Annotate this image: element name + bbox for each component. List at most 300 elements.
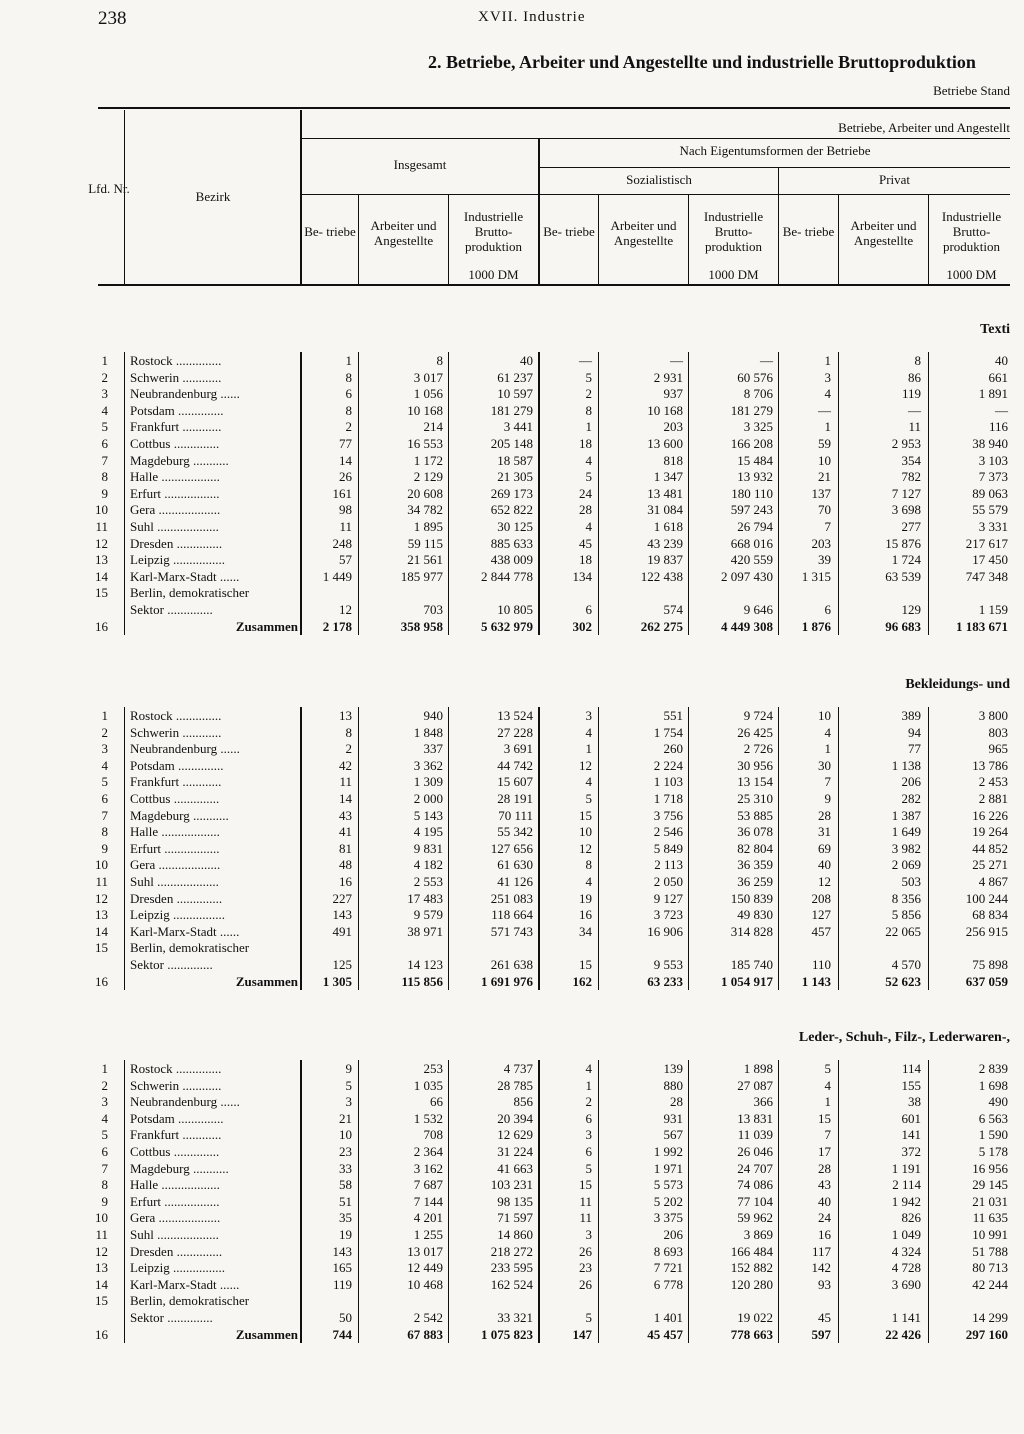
value-cell: 1 754 [653, 724, 683, 740]
value-cell: 24 [818, 1210, 831, 1226]
value-cell: 2 953 [891, 436, 921, 451]
value-cell: 45 [818, 1310, 831, 1325]
value-cell: 1 [824, 353, 831, 368]
value-cell: 3 690 [891, 1276, 921, 1292]
row-number: 5 [101, 419, 108, 435]
value-cell: 1 172 [413, 452, 443, 468]
value-cell: 4 [585, 452, 592, 468]
bezirk-cell: Suhl ................... [130, 874, 219, 889]
value-cell: 4 [585, 724, 592, 740]
value-cell: 16 [339, 874, 352, 889]
value-cell: 9 127 [653, 890, 683, 906]
value-cell: 4 [585, 774, 592, 790]
value-cell: 1 718 [653, 791, 683, 806]
value-cell: 71 597 [497, 1210, 533, 1226]
value-cell: 43 239 [647, 535, 683, 551]
value-cell: 28 191 [497, 791, 533, 806]
section-title: Leder-, Schuh-, Filz-, Lederwaren-, [798, 1030, 1010, 1045]
value-cell: 4 [585, 1061, 592, 1076]
value-cell: 2 726 [743, 741, 773, 757]
value-cell: 41 [339, 824, 352, 840]
value-cell: 4 195 [413, 824, 443, 840]
bezirk-cell: Neubrandenburg ...... [130, 386, 240, 402]
value-cell [929, 585, 1008, 601]
value-cell: 100 244 [965, 890, 1008, 906]
value-cell: 10 [339, 1127, 352, 1143]
value-cell: 597 243 [730, 502, 773, 518]
value-cell: 68 834 [972, 907, 1008, 923]
value-cell: 262 275 [640, 618, 683, 634]
value-cell: 7 [824, 774, 831, 790]
value-cell: 6 [585, 1144, 592, 1159]
value-cell: 233 595 [490, 1260, 533, 1276]
value-cell: 16 [818, 1227, 831, 1242]
value-cell: 59 962 [737, 1210, 773, 1226]
value-cell: 6 778 [653, 1276, 683, 1292]
row-number: 11 [95, 1227, 108, 1242]
value-cell: 3 [824, 369, 831, 385]
value-cell: 354 [901, 452, 921, 468]
value-cell: 7 687 [413, 1177, 443, 1193]
value-cell: 75 898 [972, 957, 1008, 972]
value-cell: 1 449 [322, 568, 352, 584]
header-unit-3: 1000 DM [946, 267, 997, 282]
value-cell: 161 [332, 485, 352, 501]
value-cell: 11 635 [972, 1210, 1008, 1226]
value-cell: 1 138 [891, 757, 921, 773]
value-cell: 19 [579, 890, 592, 906]
row-number: 2 [101, 369, 108, 385]
value-cell: 13 932 [737, 469, 773, 485]
bezirk-cell: Frankfurt ............ [130, 419, 222, 435]
value-cell: 34 [579, 923, 592, 939]
value-cell: 206 [663, 1227, 683, 1242]
value-cell: 3 691 [503, 741, 533, 757]
value-cell: 21 [818, 469, 831, 485]
value-cell: 551 [663, 708, 683, 723]
value-cell: 8 [585, 402, 592, 418]
value-cell: 571 743 [490, 923, 533, 939]
bezirk-cell: Magdeburg ........... [130, 807, 229, 823]
row-number: 4 [101, 757, 108, 773]
value-cell: 457 [811, 923, 831, 939]
value-cell: 1 876 [801, 618, 831, 634]
value-cell: 214 [423, 419, 443, 435]
value-cell: 1 035 [413, 1077, 443, 1093]
value-cell: 8 [914, 353, 921, 368]
value-cell: 2 881 [978, 791, 1008, 806]
value-cell: 98 [339, 502, 352, 518]
value-cell: 13 [339, 708, 352, 723]
row-number: 1 [101, 353, 108, 368]
value-cell [929, 940, 1008, 956]
value-cell: 17 483 [407, 890, 443, 906]
bezirk-cell: Potsdam .............. [130, 1110, 224, 1126]
col-rule-insgesamt [538, 139, 540, 284]
bezirk-cell: Halle .................. [130, 824, 220, 840]
header-betriebe-2: Be- triebe [543, 224, 595, 239]
value-cell: 110 [811, 957, 831, 972]
value-cell: 27 087 [737, 1077, 773, 1093]
value-cell: 10 805 [497, 602, 533, 617]
value-cell: 5 573 [653, 1177, 683, 1193]
value-cell: 1 103 [653, 774, 683, 790]
value-cell: 1 309 [413, 774, 443, 790]
value-cell: 1 191 [891, 1160, 921, 1176]
row-number: 9 [101, 485, 108, 501]
value-cell [599, 585, 683, 601]
value-cell: 51 [339, 1193, 352, 1209]
value-cell: 42 244 [972, 1276, 1008, 1292]
value-cell: 965 [988, 741, 1008, 757]
row-number: 9 [101, 1193, 108, 1209]
value-cell: 1 [585, 1077, 592, 1093]
row-number: 8 [101, 1177, 108, 1193]
value-cell: 2 114 [892, 1177, 921, 1193]
col-rule-nr [124, 110, 125, 284]
value-cell: 77 [339, 436, 352, 451]
value-cell: 12 [339, 602, 352, 617]
bezirk-cell: Berlin, demokratischer [130, 1293, 250, 1309]
value-cell: 13 524 [497, 708, 533, 723]
value-cell: 53 885 [737, 807, 773, 823]
value-cell: 134 [572, 568, 592, 584]
value-cell: 162 [572, 973, 592, 989]
row-number: 13 [95, 1260, 108, 1276]
value-cell: 52 623 [885, 973, 921, 989]
value-cell: 880 [663, 1077, 683, 1093]
value-cell: 147 [572, 1326, 592, 1342]
value-cell: 5 849 [653, 840, 683, 856]
row-number: 5 [101, 1127, 108, 1143]
row-number: 14 [95, 568, 108, 584]
value-cell: 3 982 [891, 840, 921, 856]
value-cell: 86 [908, 369, 921, 385]
value-cell: 66 [430, 1094, 443, 1110]
value-cell: 13 481 [647, 485, 683, 501]
value-cell [689, 940, 773, 956]
row-number: 6 [101, 1144, 108, 1159]
value-cell: 4 449 308 [721, 618, 773, 634]
value-cell: 38 971 [407, 923, 443, 939]
value-cell: 3 [585, 708, 592, 723]
value-cell: 59 115 [407, 535, 443, 551]
table-subtitle: Betriebe Stand [933, 83, 1010, 98]
value-cell: 6 [585, 602, 592, 617]
value-cell: 358 958 [400, 618, 443, 634]
value-cell: 652 822 [490, 502, 533, 518]
value-cell: 7 127 [891, 485, 921, 501]
value-cell: 21 031 [972, 1193, 1008, 1209]
value-cell: 26 794 [737, 519, 773, 534]
value-cell [540, 585, 592, 601]
value-cell: 1 532 [413, 1110, 443, 1126]
bezirk-cell: Zusammen [235, 618, 298, 634]
value-cell [540, 1293, 592, 1309]
value-cell: 63 233 [647, 973, 683, 989]
bezirk-cell: Dresden .............. [130, 1243, 223, 1259]
value-cell: 248 [332, 535, 352, 551]
value-cell [302, 940, 352, 956]
column-rule [124, 1060, 125, 1343]
value-cell: 703 [423, 602, 443, 617]
value-cell: 4 737 [503, 1061, 533, 1076]
value-cell: 8 [436, 353, 443, 368]
bezirk-cell: Cottbus .............. [130, 436, 220, 451]
bezirk-cell: Sektor .............. [130, 957, 213, 972]
value-cell: 24 [579, 485, 592, 501]
row-number: 16 [95, 973, 108, 989]
header-produktion-2: Industrielle Brutto- produktion [703, 209, 764, 254]
row-number [80, 602, 108, 618]
value-cell: 2 113 [654, 857, 683, 873]
value-cell: 119 [332, 1276, 352, 1292]
value-cell: 5 [585, 469, 592, 485]
value-cell: 42 [339, 757, 352, 773]
value-cell: 30 [818, 757, 831, 773]
value-cell: 1 898 [743, 1061, 773, 1076]
value-cell: 16 226 [972, 807, 1008, 823]
value-cell: 21 [339, 1110, 352, 1126]
value-cell: 119 [901, 386, 921, 402]
value-cell: 143 [332, 1243, 352, 1259]
value-cell: 150 839 [730, 890, 773, 906]
value-cell: 218 272 [490, 1243, 533, 1259]
value-cell: 2 546 [653, 824, 683, 840]
value-cell: 44 742 [497, 757, 533, 773]
value-cell: 22 426 [885, 1326, 921, 1342]
row-number: 13 [95, 907, 108, 923]
row-number: 7 [101, 807, 108, 823]
value-cell: 36 078 [737, 824, 773, 840]
value-cell: 23 [339, 1144, 352, 1159]
value-cell: 11 039 [737, 1127, 773, 1143]
value-cell: 5 [824, 1061, 831, 1076]
value-cell: 3 162 [413, 1160, 443, 1176]
value-cell: 4 [824, 386, 831, 402]
row-number: 10 [95, 1210, 108, 1226]
value-cell [839, 585, 921, 601]
row-number: 3 [101, 1094, 108, 1110]
value-cell: 1 891 [978, 386, 1008, 402]
value-cell: 142 [811, 1260, 831, 1276]
value-cell: 668 016 [730, 535, 773, 551]
value-cell: 61 237 [497, 369, 533, 385]
bezirk-cell: Potsdam .............. [130, 757, 224, 773]
value-cell: 166 208 [730, 436, 773, 451]
value-cell: 23 [579, 1260, 592, 1276]
value-cell: 55 579 [972, 502, 1008, 518]
value-cell: 503 [901, 874, 921, 889]
value-cell: — [579, 353, 592, 368]
value-cell: 3 800 [978, 708, 1008, 723]
value-cell: 4 [824, 1077, 831, 1093]
value-cell: 11 [579, 1210, 592, 1226]
value-cell: 5 [585, 369, 592, 385]
value-cell [449, 1293, 533, 1309]
value-cell [302, 585, 352, 601]
row-number [80, 957, 108, 973]
value-cell: 7 [824, 1127, 831, 1143]
value-cell: 181 279 [490, 402, 533, 418]
value-cell: 420 559 [730, 552, 773, 568]
bezirk-cell: Leipzig ................ [130, 552, 225, 568]
value-cell: 1 159 [978, 602, 1008, 617]
value-cell: 6 563 [978, 1110, 1008, 1126]
value-cell: 27 228 [497, 724, 533, 740]
value-cell: 33 321 [497, 1310, 533, 1325]
header-rule-3 [300, 194, 1010, 195]
value-cell: 19 837 [647, 552, 683, 568]
value-cell: 13 600 [647, 436, 683, 451]
row-number: 12 [95, 1243, 108, 1259]
value-cell: 43 [339, 807, 352, 823]
value-cell: 1 942 [891, 1193, 921, 1209]
value-cell: 1 [585, 741, 592, 757]
value-cell: 12 [579, 757, 592, 773]
header-unit-2: 1000 DM [708, 267, 759, 282]
value-cell: 9 [345, 1061, 352, 1076]
table-title: 2. Betriebe, Arbeiter und Angestellte und industrielle Bruttoproduktion [428, 52, 976, 72]
value-cell [779, 940, 831, 956]
column-rule [124, 707, 125, 990]
value-cell: 29 145 [972, 1177, 1008, 1193]
value-cell: 253 [423, 1061, 443, 1076]
value-cell: 597 [811, 1326, 831, 1342]
value-cell: 277 [901, 519, 921, 534]
bezirk-cell: Dresden .............. [130, 535, 223, 551]
value-cell: 11 [579, 1193, 592, 1209]
value-cell: 7 721 [653, 1260, 683, 1276]
value-cell: 15 [579, 1177, 592, 1193]
header-rule-1 [300, 138, 1010, 139]
bezirk-cell: Karl-Marx-Stadt ...... [130, 923, 240, 939]
value-cell: 4 570 [891, 957, 921, 972]
value-cell: 7 144 [413, 1193, 443, 1209]
value-cell: 2 931 [653, 369, 683, 385]
value-cell: 143 [332, 907, 352, 923]
value-cell: 2 839 [978, 1061, 1008, 1076]
value-cell: 180 110 [731, 485, 773, 501]
value-cell: 51 788 [972, 1243, 1008, 1259]
row-number: 4 [101, 1110, 108, 1126]
value-cell: 2 000 [413, 791, 443, 806]
value-cell: 13 786 [972, 757, 1008, 773]
value-cell: 2 844 778 [481, 568, 533, 584]
bezirk-cell: Erfurt ................. [130, 840, 220, 856]
bezirk-cell: Sektor .............. [130, 602, 213, 617]
value-cell: 61 630 [497, 857, 533, 873]
value-cell: 69 [818, 840, 831, 856]
value-cell: 28 785 [497, 1077, 533, 1093]
value-cell: 34 782 [407, 502, 443, 518]
value-cell: 2 [345, 419, 352, 435]
value-cell: 22 065 [885, 923, 921, 939]
value-cell: 4 [585, 519, 592, 534]
bezirk-cell: Cottbus .............. [130, 791, 220, 806]
value-cell: 103 231 [490, 1177, 533, 1193]
value-cell: 18 [579, 436, 592, 451]
value-cell: 8 706 [743, 386, 773, 402]
header-eigentumsformen: Nach Eigentumsformen der Betriebe [679, 143, 871, 158]
value-cell: 1 143 [801, 973, 831, 989]
value-cell: 1 [824, 1094, 831, 1110]
value-cell: 31 084 [647, 502, 683, 518]
value-cell [689, 1293, 773, 1309]
value-cell: 5 [345, 1077, 352, 1093]
value-cell: 26 [579, 1276, 592, 1292]
header-arbeiter-3: Arbeiter und Angestellte [850, 218, 917, 248]
value-cell: 1 [585, 419, 592, 435]
value-cell: 778 663 [730, 1326, 773, 1342]
value-cell: 1 347 [653, 469, 683, 485]
value-cell: 77 104 [737, 1193, 773, 1209]
header-arbeiter-1: Arbeiter und Angestellte [370, 218, 437, 248]
row-number: 11 [95, 519, 108, 534]
value-cell: 10 168 [647, 402, 683, 418]
value-cell: 206 [901, 774, 921, 790]
value-cell: 747 348 [965, 568, 1008, 584]
header-produktion-3: Industrielle Brutto- produktion [941, 209, 1002, 254]
value-cell: 856 [513, 1094, 533, 1110]
bezirk-cell: Schwerin ............ [130, 724, 222, 740]
value-cell: 2 [345, 741, 352, 757]
value-cell: 282 [901, 791, 921, 806]
value-cell: 438 009 [490, 552, 533, 568]
value-cell: 13 831 [737, 1110, 773, 1126]
value-cell: 81 [339, 840, 352, 856]
value-cell: 120 280 [730, 1276, 773, 1292]
row-number: 2 [101, 724, 108, 740]
value-cell: 35 [339, 1210, 352, 1226]
value-cell: 28 [670, 1094, 683, 1110]
value-cell: 931 [663, 1110, 683, 1126]
value-cell: 744 [332, 1326, 352, 1342]
value-cell: 12 629 [497, 1127, 533, 1143]
value-cell: 1 724 [891, 552, 921, 568]
value-cell: 1 691 976 [481, 973, 533, 989]
value-cell: 12 449 [407, 1260, 443, 1276]
value-cell: 3 756 [653, 807, 683, 823]
value-cell: 11 [339, 519, 352, 534]
value-cell [302, 1293, 352, 1309]
value-cell: 2 069 [891, 857, 921, 873]
value-cell: 122 438 [640, 568, 683, 584]
value-cell: 937 [663, 386, 683, 402]
value-cell: 490 [988, 1094, 1008, 1110]
bezirk-cell: Zusammen [235, 973, 298, 989]
row-number: 12 [95, 890, 108, 906]
value-cell: 12 [818, 874, 831, 889]
value-cell: 57 [339, 552, 352, 568]
value-cell [599, 940, 683, 956]
value-cell: 28 [818, 1160, 831, 1176]
value-cell: 1 895 [413, 519, 443, 534]
value-cell: 782 [901, 469, 921, 485]
value-cell: 217 617 [965, 535, 1008, 551]
bezirk-cell: Rostock .............. [130, 353, 222, 368]
bezirk-cell: Neubrandenburg ...... [130, 741, 240, 757]
value-cell: 1 992 [653, 1144, 683, 1159]
value-cell: 4 [824, 724, 831, 740]
value-cell: 9 831 [413, 840, 443, 856]
bezirk-cell: Schwerin ............ [130, 1077, 222, 1093]
value-cell [779, 1293, 831, 1309]
value-cell: 43 [818, 1177, 831, 1193]
header-unit-1: 1000 DM [468, 267, 519, 282]
value-cell: 40 [995, 353, 1008, 368]
value-cell: 14 299 [972, 1310, 1008, 1325]
